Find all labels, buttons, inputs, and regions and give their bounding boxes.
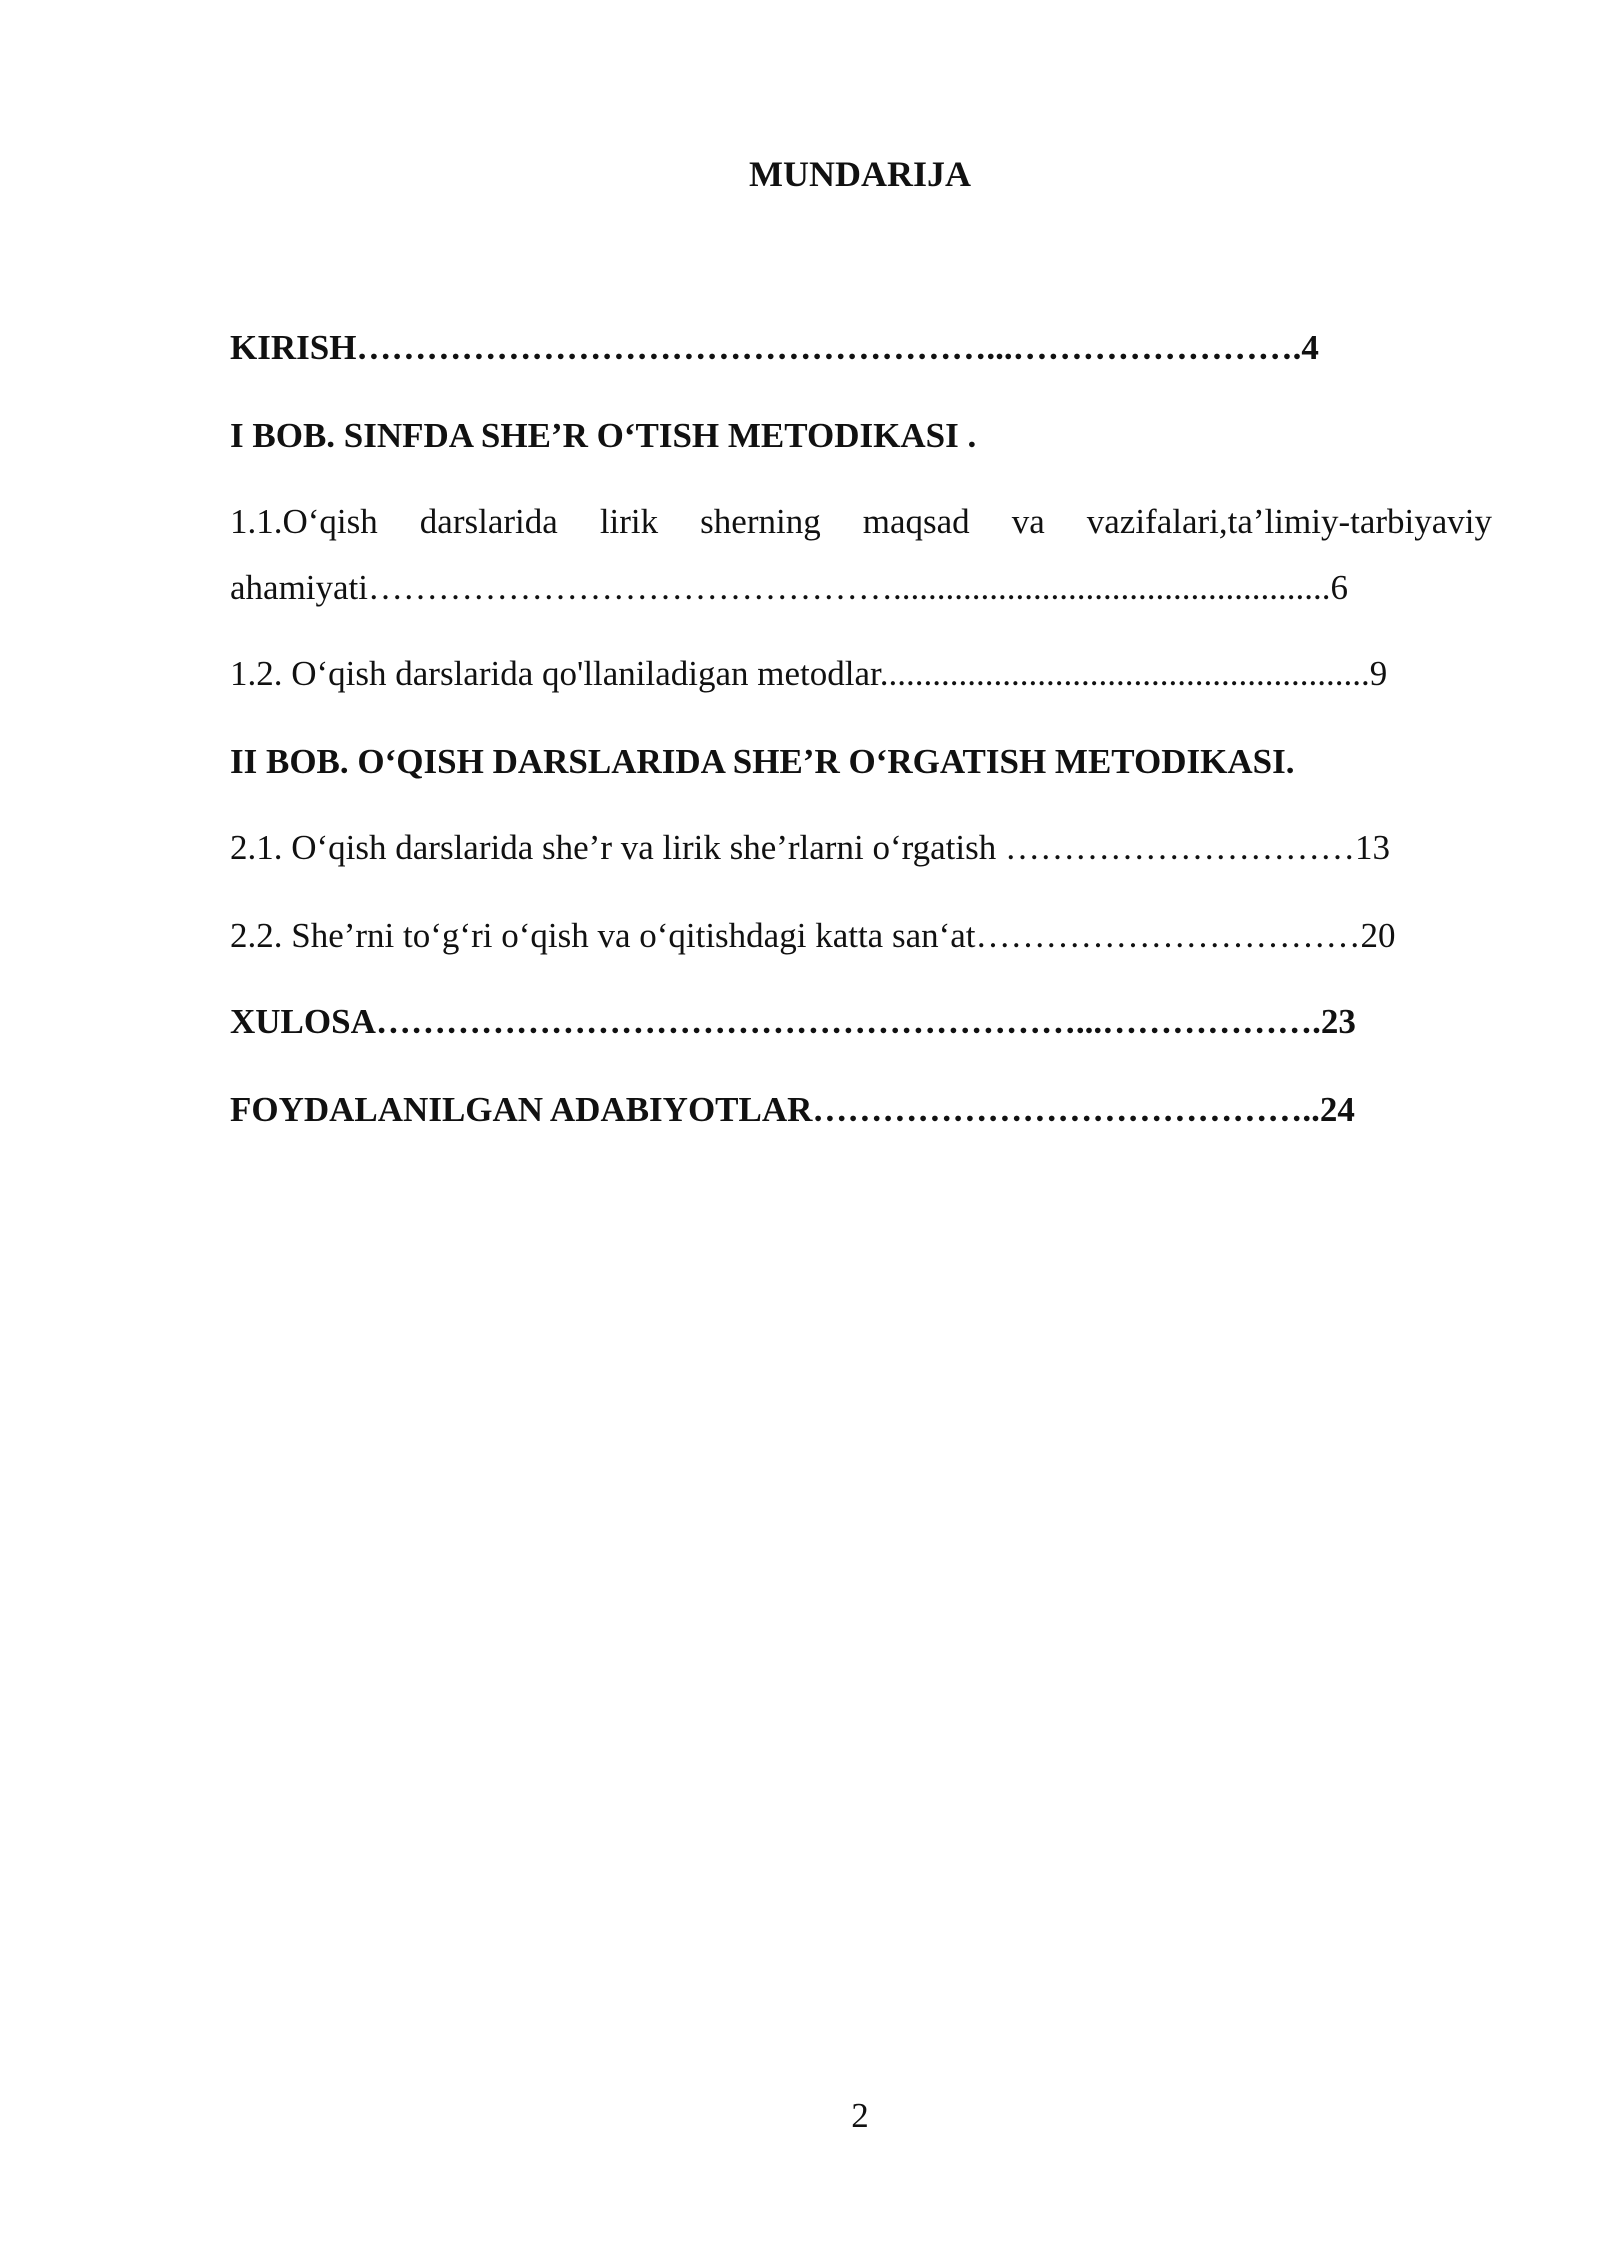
toc-entry-adabiyotlar[interactable]: FOYDALANILGAN ADABIYOTLAR……………………………………..24 <box>230 1090 1355 1129</box>
page-title: MUNDARIJA <box>749 154 971 194</box>
toc-entry-2-2[interactable]: 2.2. She’rni to‘g‘ri o‘qish va o‘qitishdagi katta san‘at……………………………20 <box>230 916 1396 955</box>
toc-entry-xulosa[interactable]: XULOSA……………………………………………………...……………….23 <box>230 1002 1356 1041</box>
toc-entry-1-1-line-1[interactable]: 1.1.O‘qish darslarida lirik sherning maqsad va vazifalari,ta’limiy-tarbiyaviy <box>230 502 1492 541</box>
toc-entry-2-1[interactable]: 2.1. O‘qish darslarida she’r va lirik she’rlarni o‘rgatish …………………………13 <box>230 828 1390 867</box>
toc-chapter-1[interactable]: I BOB. SINFDA SHE’R O‘TISH METODIKASI . <box>230 416 977 455</box>
toc-chapter-2[interactable]: II BOB. O‘QISH DARSLARIDA SHE’R O‘RGATISH METODIKASI. <box>230 742 1295 781</box>
toc-entry-kirish[interactable]: KIRISH………………………………………………...…………………….4 <box>230 328 1319 367</box>
page-number: 2 <box>851 2096 869 2135</box>
toc-entry-1-2[interactable]: 1.2. O‘qish darslarida qo'llaniladigan metodlar........................................................9 <box>230 654 1388 693</box>
toc-entry-1-1-line-2[interactable]: ahamiyati………………………………………..................................................6 <box>230 568 1349 607</box>
